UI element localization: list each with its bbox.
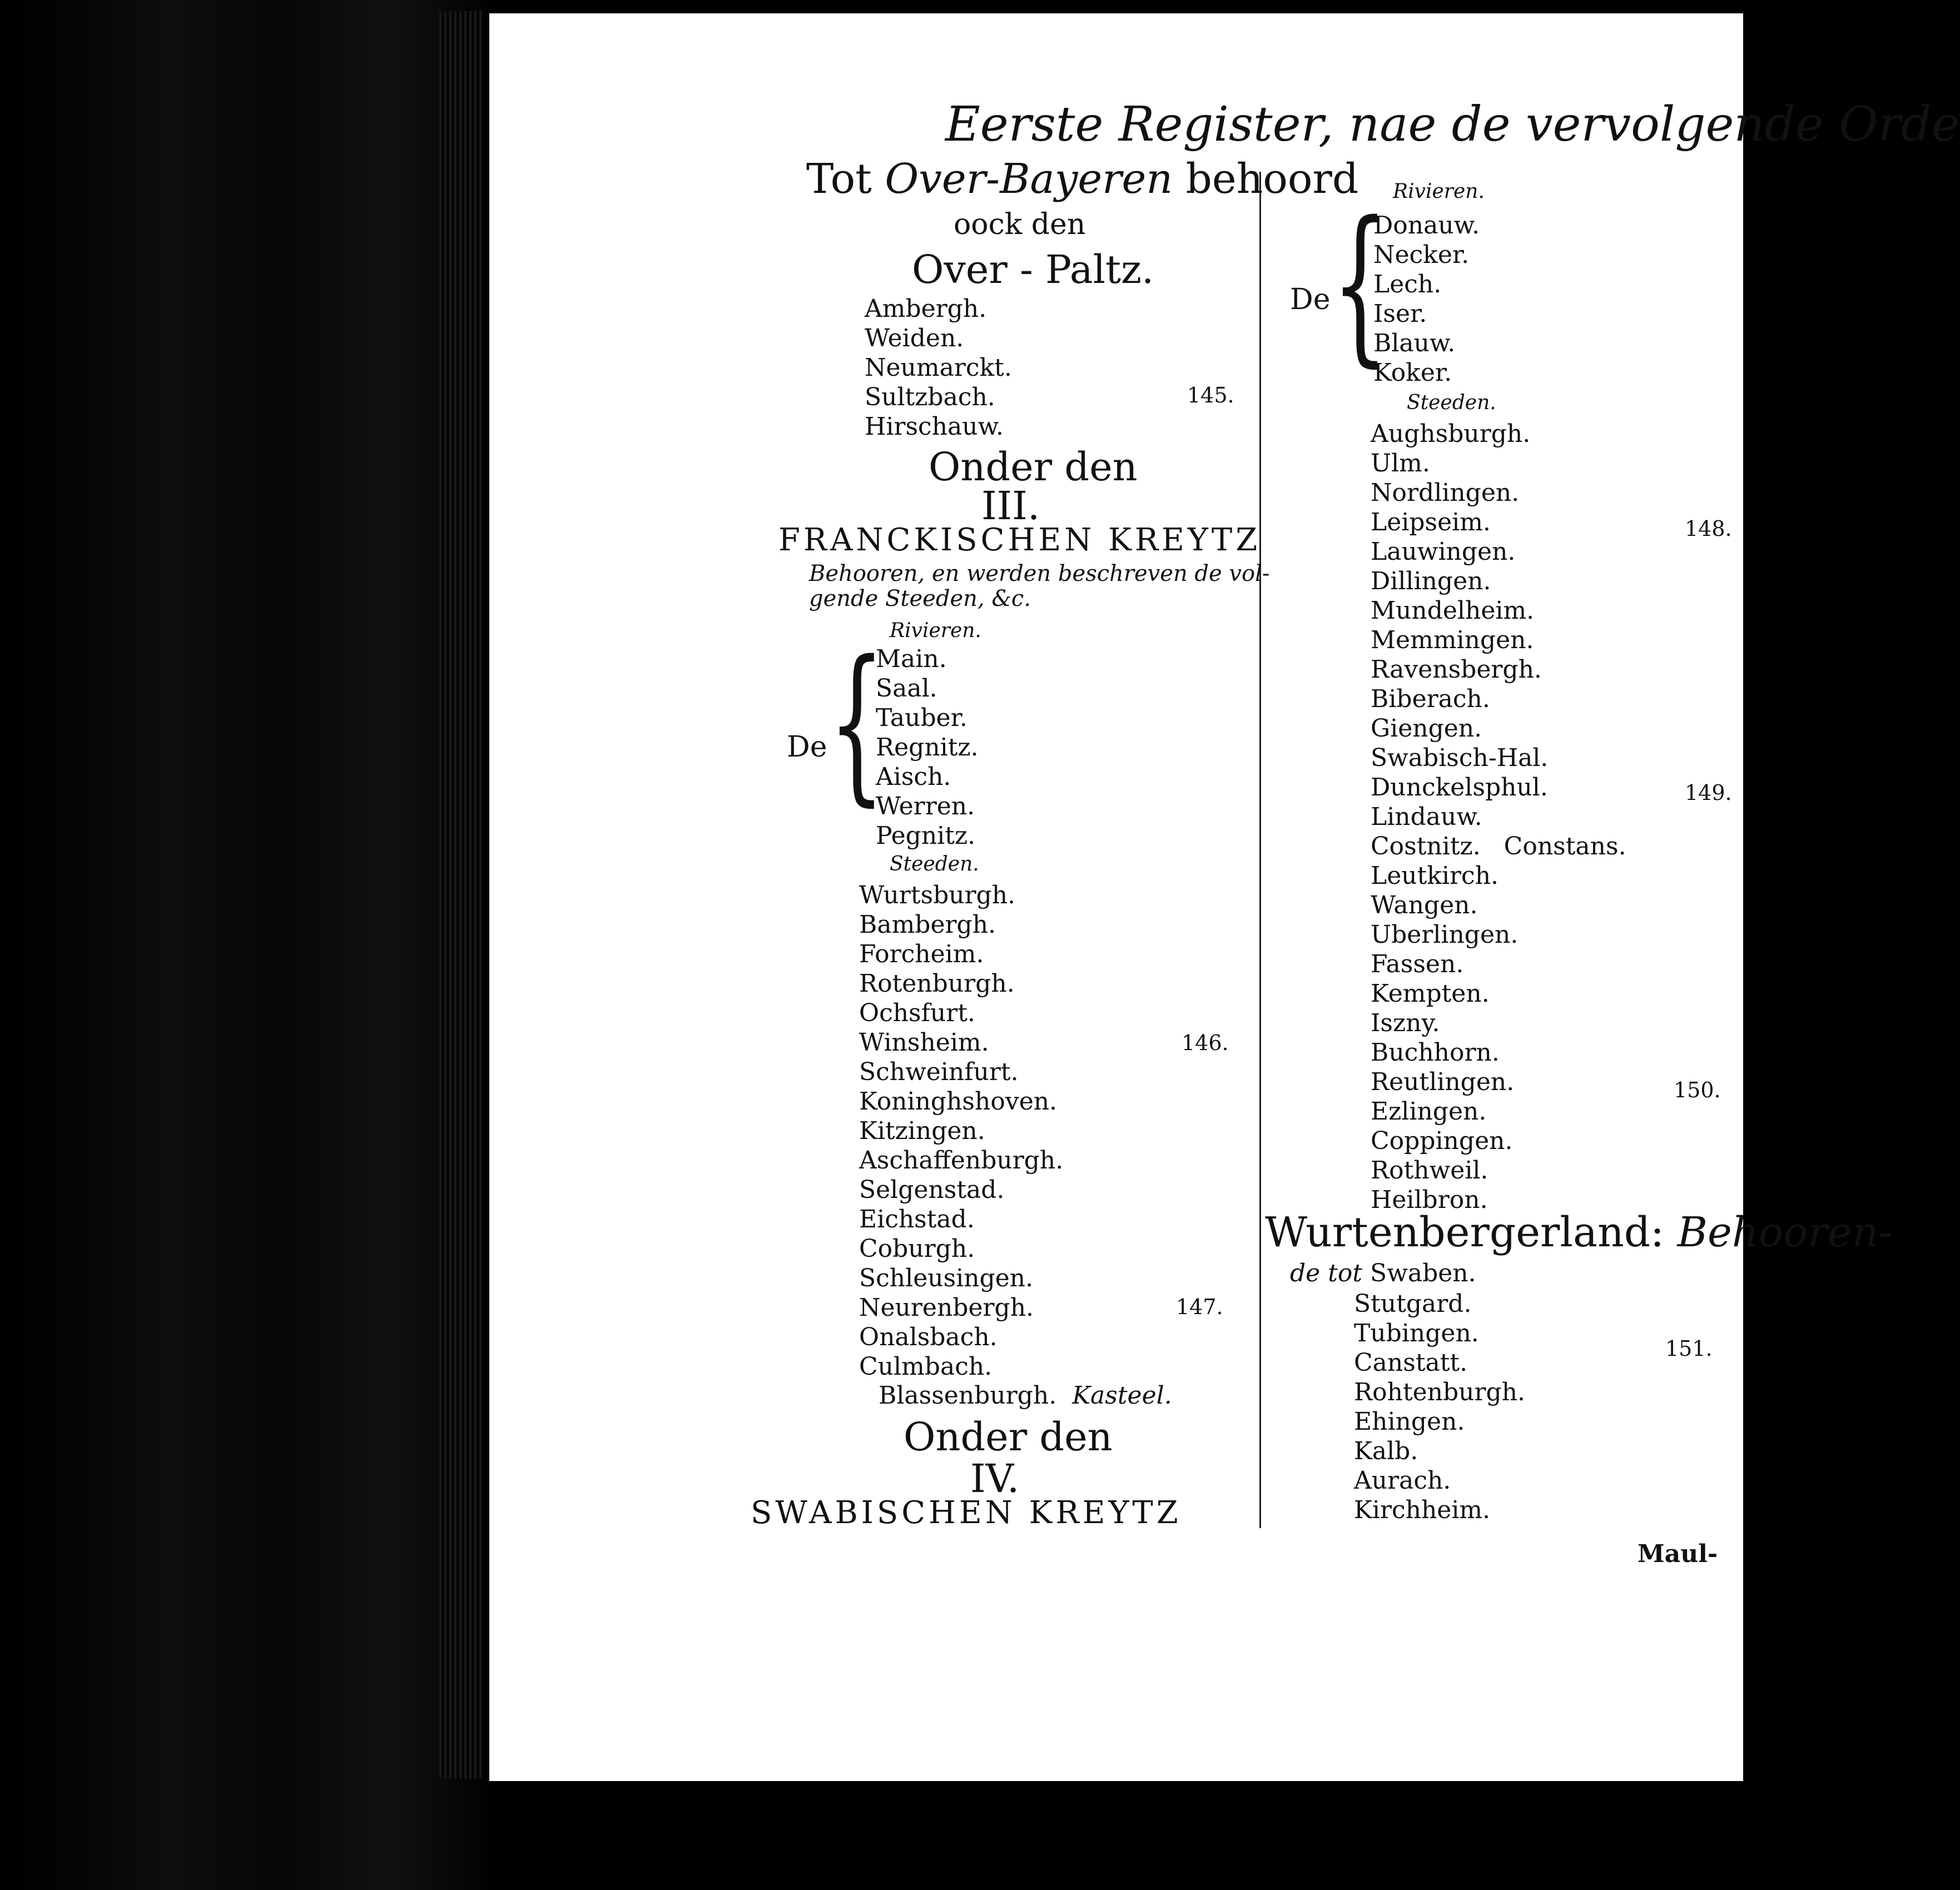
behooren-line-1: Behooren, en werden beschreven de vol-: [809, 561, 1270, 586]
town-item: Leipseim.: [1371, 508, 1491, 536]
swabischen-kreytz-heading: SWABISCHEN KREYTZ: [751, 1495, 1182, 1531]
town-item: Coburgh.: [859, 1235, 975, 1263]
town-item: Giengen.: [1371, 714, 1482, 743]
town-item: Culmbach.: [859, 1352, 993, 1381]
town-item: Lindauw.: [1371, 803, 1482, 831]
town-item: Eichstad.: [859, 1205, 975, 1234]
town-item: Ehingen.: [1354, 1407, 1465, 1436]
town-item: Aughsburgh.: [1371, 420, 1531, 448]
list-item: Ambergh.: [865, 295, 987, 323]
swab-towns-list: [1371, 419, 1626, 1215]
town-item: Koninghshoven.: [859, 1087, 1058, 1116]
town-item: Uberlingen.: [1371, 921, 1519, 949]
rivieren-label: Rivieren.: [890, 619, 981, 642]
town-item: Swabisch-Hal.: [1371, 744, 1549, 772]
town-item: Ulm.: [1371, 449, 1430, 478]
town-item: Stutgard.: [1354, 1290, 1472, 1318]
town-item: Selgenstad.: [859, 1176, 1005, 1204]
blassenburgh-line: Blassenburgh. Kasteel.: [879, 1381, 1172, 1410]
town-item: Aurach.: [1354, 1466, 1451, 1495]
page-edges: [439, 11, 484, 1779]
franck-towns-list: [859, 881, 1063, 1381]
town-item: Aschaffenburgh.: [859, 1146, 1064, 1175]
river-item: Iser.: [1373, 300, 1427, 328]
section-heading-over-paltz: Over - Paltz.: [912, 247, 1154, 292]
town-item: Mundelheim.: [1371, 596, 1535, 625]
town-item: Coppingen.: [1371, 1127, 1513, 1155]
page-number-ref: 148.: [1685, 516, 1732, 541]
town-item: Kempten.: [1371, 979, 1490, 1008]
town-item: Buchhorn.: [1371, 1038, 1500, 1067]
river-item: Blauw.: [1373, 329, 1456, 357]
town-item: Wangen.: [1371, 891, 1478, 919]
river-item: Saal.: [876, 674, 937, 703]
wurt-towns-list: [1354, 1289, 1525, 1525]
onder-den-heading: Onder den: [904, 1414, 1113, 1460]
book-page: [489, 13, 1960, 1781]
town-item: Bambergh.: [859, 911, 996, 939]
catchword: Maul-: [1638, 1540, 1718, 1568]
page-number-ref: 145.: [1187, 383, 1234, 407]
town-item: Rothweil.: [1371, 1156, 1488, 1185]
rivieren-label: Rivieren.: [1393, 180, 1485, 203]
river-item: Pegnitz.: [876, 822, 976, 850]
roman-numeral: III.: [981, 483, 1040, 529]
intro-line: Tot Over-Bayeren behoord: [806, 155, 1359, 203]
town-item: Memmingen.: [1371, 626, 1534, 654]
list-item: Sultzbach.: [865, 383, 995, 411]
town-item: Leutkirch.: [1371, 862, 1499, 890]
town-item: Wurtsburgh.: [859, 881, 1016, 909]
page-number-ref: 146.: [1182, 1031, 1229, 1055]
town-item: Heilbron.: [1371, 1186, 1488, 1214]
list-item: Neumarckt.: [865, 354, 1012, 382]
town-item: Onalsbach.: [859, 1323, 998, 1351]
town-item: Ezlingen.: [1371, 1097, 1487, 1126]
onder-den-heading: Onder den: [929, 444, 1138, 490]
town-item: Costnitz. Constans.: [1371, 832, 1626, 861]
river-item: Regnitz.: [876, 733, 979, 762]
running-header: Eerste Register, nae de vervolgende Orde: [945, 97, 1960, 152]
page-number-ref: 149.: [1685, 780, 1732, 805]
page-number-ref: 151.: [1665, 1336, 1713, 1361]
steeden-label: Steeden.: [1407, 391, 1496, 414]
town-item: Fassen.: [1371, 950, 1464, 978]
roman-numeral: IV.: [970, 1456, 1020, 1501]
town-item: Reutlingen.: [1371, 1068, 1515, 1096]
town-item: Forcheim.: [859, 940, 984, 968]
town-item: Kalb.: [1354, 1437, 1418, 1465]
de-label: De: [787, 730, 827, 764]
left-brace: {: [828, 624, 885, 822]
river-item: Werren.: [876, 792, 975, 820]
franckischen-kreytz-heading: FRANCKISCHEN KREYTZ: [778, 522, 1261, 558]
town-item: Tubingen.: [1354, 1319, 1479, 1347]
behooren-line-2: gende Steeden, &c.: [809, 586, 1031, 611]
town-item: Rotenburgh.: [859, 969, 1015, 998]
town-item: Ravensbergh.: [1371, 655, 1542, 684]
town-item: Schleusingen.: [859, 1264, 1034, 1292]
town-item: Schweinfurt.: [859, 1058, 1019, 1086]
franck-rivers-list: [876, 644, 979, 850]
river-item: Necker.: [1373, 241, 1470, 269]
river-item: Tauber.: [876, 704, 967, 732]
page-number-ref: 150.: [1674, 1078, 1721, 1102]
town-item: Neurenbergh.: [859, 1294, 1034, 1322]
page-number-ref: 147.: [1176, 1295, 1223, 1319]
column-divider: [1259, 172, 1261, 1528]
town-item: Kirchheim.: [1354, 1496, 1491, 1524]
town-item: Lauwingen.: [1371, 538, 1516, 566]
steeden-label: Steeden.: [890, 853, 979, 876]
town-item: Kitzingen.: [859, 1117, 985, 1145]
list-item: Weiden.: [865, 324, 964, 352]
town-item: Iszny.: [1371, 1009, 1440, 1037]
river-item: Aisch.: [876, 763, 951, 791]
list-item: Hirschauw.: [865, 412, 1004, 441]
town-item: Dillingen.: [1371, 567, 1491, 595]
river-item: Main.: [876, 645, 947, 673]
wurtenbergerland-subline: de tot Swaben.: [1290, 1259, 1476, 1287]
de-label: De: [1290, 283, 1331, 316]
town-item: Canstatt.: [1354, 1349, 1468, 1377]
book-spine: [0, 0, 489, 1890]
town-item: Nordlingen.: [1371, 479, 1520, 507]
town-item: Ochsfurt.: [859, 999, 975, 1027]
wurtenbergerland-heading: Wurtenbergerland: Behooren-: [1265, 1208, 1893, 1256]
intro-line-2: oock den: [954, 208, 1086, 241]
town-item: Dunckelsphul.: [1371, 773, 1548, 802]
town-item: Rohtenburgh.: [1354, 1378, 1526, 1406]
swab-rivers-list: [1373, 211, 1480, 387]
river-item: Koker.: [1373, 359, 1452, 387]
town-item: Biberach.: [1371, 685, 1490, 713]
over-paltz-list: [865, 294, 1012, 441]
town-item: Winsheim.: [859, 1028, 989, 1057]
river-item: Donauw.: [1373, 211, 1480, 240]
river-item: Lech.: [1373, 270, 1442, 299]
right-brace: {: [1332, 185, 1388, 382]
